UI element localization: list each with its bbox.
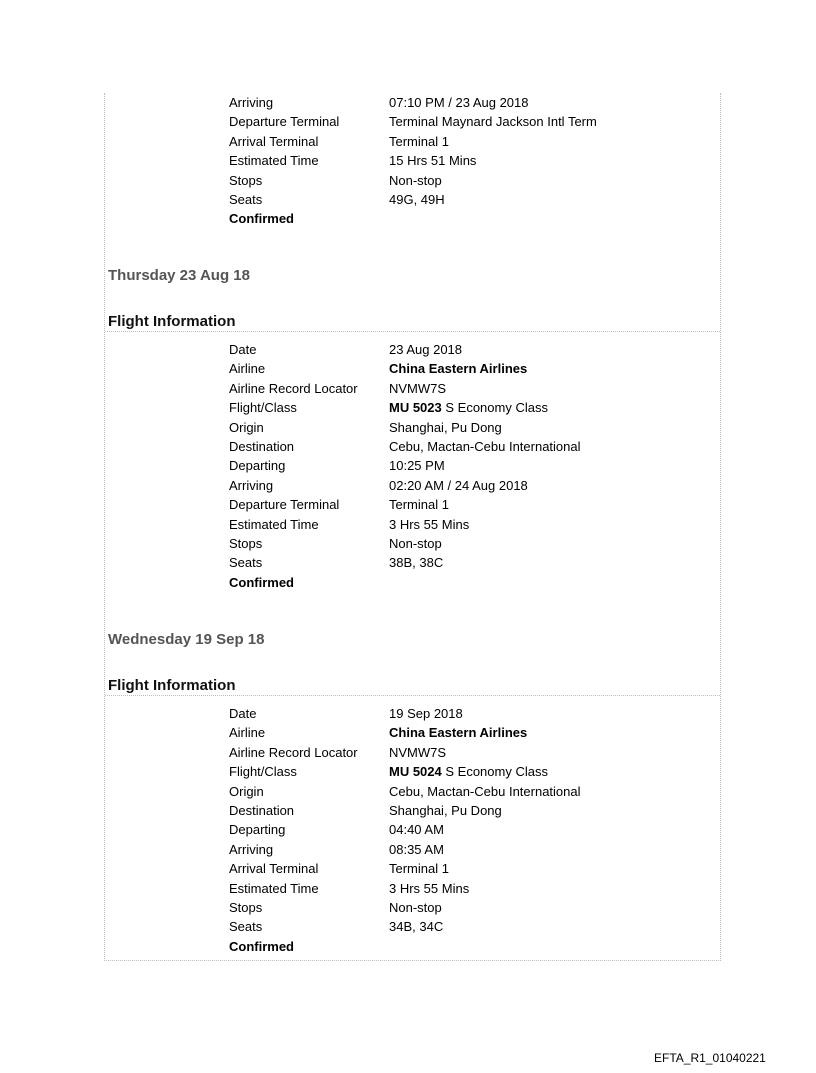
- row-value: Shanghai, Pu Dong: [389, 419, 502, 435]
- row-label: Airline Record Locator: [229, 744, 358, 760]
- row-label: Stops: [229, 899, 263, 915]
- row-label: Origin: [229, 419, 264, 435]
- row-label: Date: [229, 706, 257, 721]
- row-value: Non-stop: [389, 172, 442, 188]
- row-value: 3 Hrs 55 Mins: [389, 880, 470, 896]
- row-label: Airline: [229, 725, 266, 741]
- row-value: Cebu, Mactan-Cebu International: [389, 783, 581, 799]
- row-value: 19 Sep 2018: [389, 706, 463, 721]
- row-label: Stops: [229, 172, 263, 188]
- flight-number: MU 5024: [389, 764, 442, 780]
- row-value: Non-stop: [389, 535, 442, 551]
- flight-info-header-1: Flight Information: [108, 313, 236, 330]
- row-value: 15 Hrs 51 Mins: [389, 153, 477, 169]
- row-label: Destination: [229, 802, 295, 818]
- row-label: Arrival Terminal: [229, 133, 319, 149]
- row-label: Destination: [229, 438, 295, 454]
- itinerary-frame: [104, 93, 721, 961]
- row-label: Seats: [229, 919, 263, 935]
- row-value: 49G, 49H: [389, 191, 445, 207]
- row-value: Terminal 1: [389, 861, 449, 877]
- day-heading-2: Wednesday 19 Sep 18: [108, 631, 265, 648]
- booking-status: Confirmed: [229, 938, 294, 954]
- row-value: Terminal Maynard Jackson Intl Term: [389, 114, 597, 130]
- section-divider: [105, 331, 720, 332]
- row-label: Departure Terminal: [229, 114, 340, 130]
- row-label: Departure Terminal: [229, 497, 340, 513]
- row-label: Seats: [229, 555, 263, 571]
- row-label: Flight/Class: [229, 400, 297, 416]
- class-text: S Economy Class: [441, 764, 548, 780]
- record-locator: NVMW7S: [389, 744, 447, 760]
- row-value: 08:35 AM: [389, 841, 444, 857]
- row-label: Flight/Class: [229, 764, 297, 780]
- row-label: Estimated Time: [229, 153, 319, 169]
- row-label: Stops: [229, 535, 263, 551]
- row-value: Shanghai, Pu Dong: [389, 802, 502, 818]
- booking-status: Confirmed: [229, 211, 294, 227]
- document-id-footer: EFTA_R1_01040221: [654, 1051, 766, 1065]
- row-value: 23 Aug 2018: [389, 342, 463, 357]
- row-label: Departing: [229, 458, 286, 474]
- row-value: 38B, 38C: [389, 555, 444, 571]
- row-value: 04:40 AM: [389, 822, 444, 838]
- airline-name: China Eastern Airlines: [389, 361, 528, 377]
- class-text: S Economy Class: [441, 400, 548, 416]
- row-label: Airline Record Locator: [229, 380, 358, 396]
- row-label: Estimated Time: [229, 880, 319, 896]
- row-label: Origin: [229, 783, 264, 799]
- row-value: 3 Hrs 55 Mins: [389, 516, 470, 532]
- flight-class: [389, 762, 548, 781]
- row-label: Airline: [229, 361, 266, 377]
- airline-name: China Eastern Airlines: [389, 725, 528, 741]
- row-value: 07:10 PM / 23 Aug 2018: [389, 95, 529, 110]
- record-locator: NVMW7S: [389, 380, 447, 396]
- row-label: Arrival Terminal: [229, 861, 319, 877]
- flight-number: MU 5023: [389, 400, 442, 416]
- row-value: 10:25 PM: [389, 458, 445, 474]
- section-divider: [105, 695, 720, 696]
- row-value: 34B, 34C: [389, 919, 444, 935]
- row-label: Estimated Time: [229, 516, 319, 532]
- row-label: Arriving: [229, 95, 274, 110]
- row-value: Terminal 1: [389, 497, 449, 513]
- row-value: 02:20 AM / 24 Aug 2018: [389, 477, 528, 493]
- day-heading-1: Thursday 23 Aug 18: [108, 267, 250, 284]
- booking-status: Confirmed: [229, 574, 294, 590]
- row-label: Departing: [229, 822, 286, 838]
- row-value: Non-stop: [389, 899, 442, 915]
- row-label: Arriving: [229, 477, 274, 493]
- row-label: Date: [229, 342, 257, 357]
- flight-info-header-2: Flight Information: [108, 677, 236, 694]
- row-value: Terminal 1: [389, 133, 449, 149]
- row-label: Seats: [229, 191, 263, 207]
- row-value: Cebu, Mactan-Cebu International: [389, 438, 581, 454]
- flight-class: [389, 398, 548, 417]
- row-label: Arriving: [229, 841, 274, 857]
